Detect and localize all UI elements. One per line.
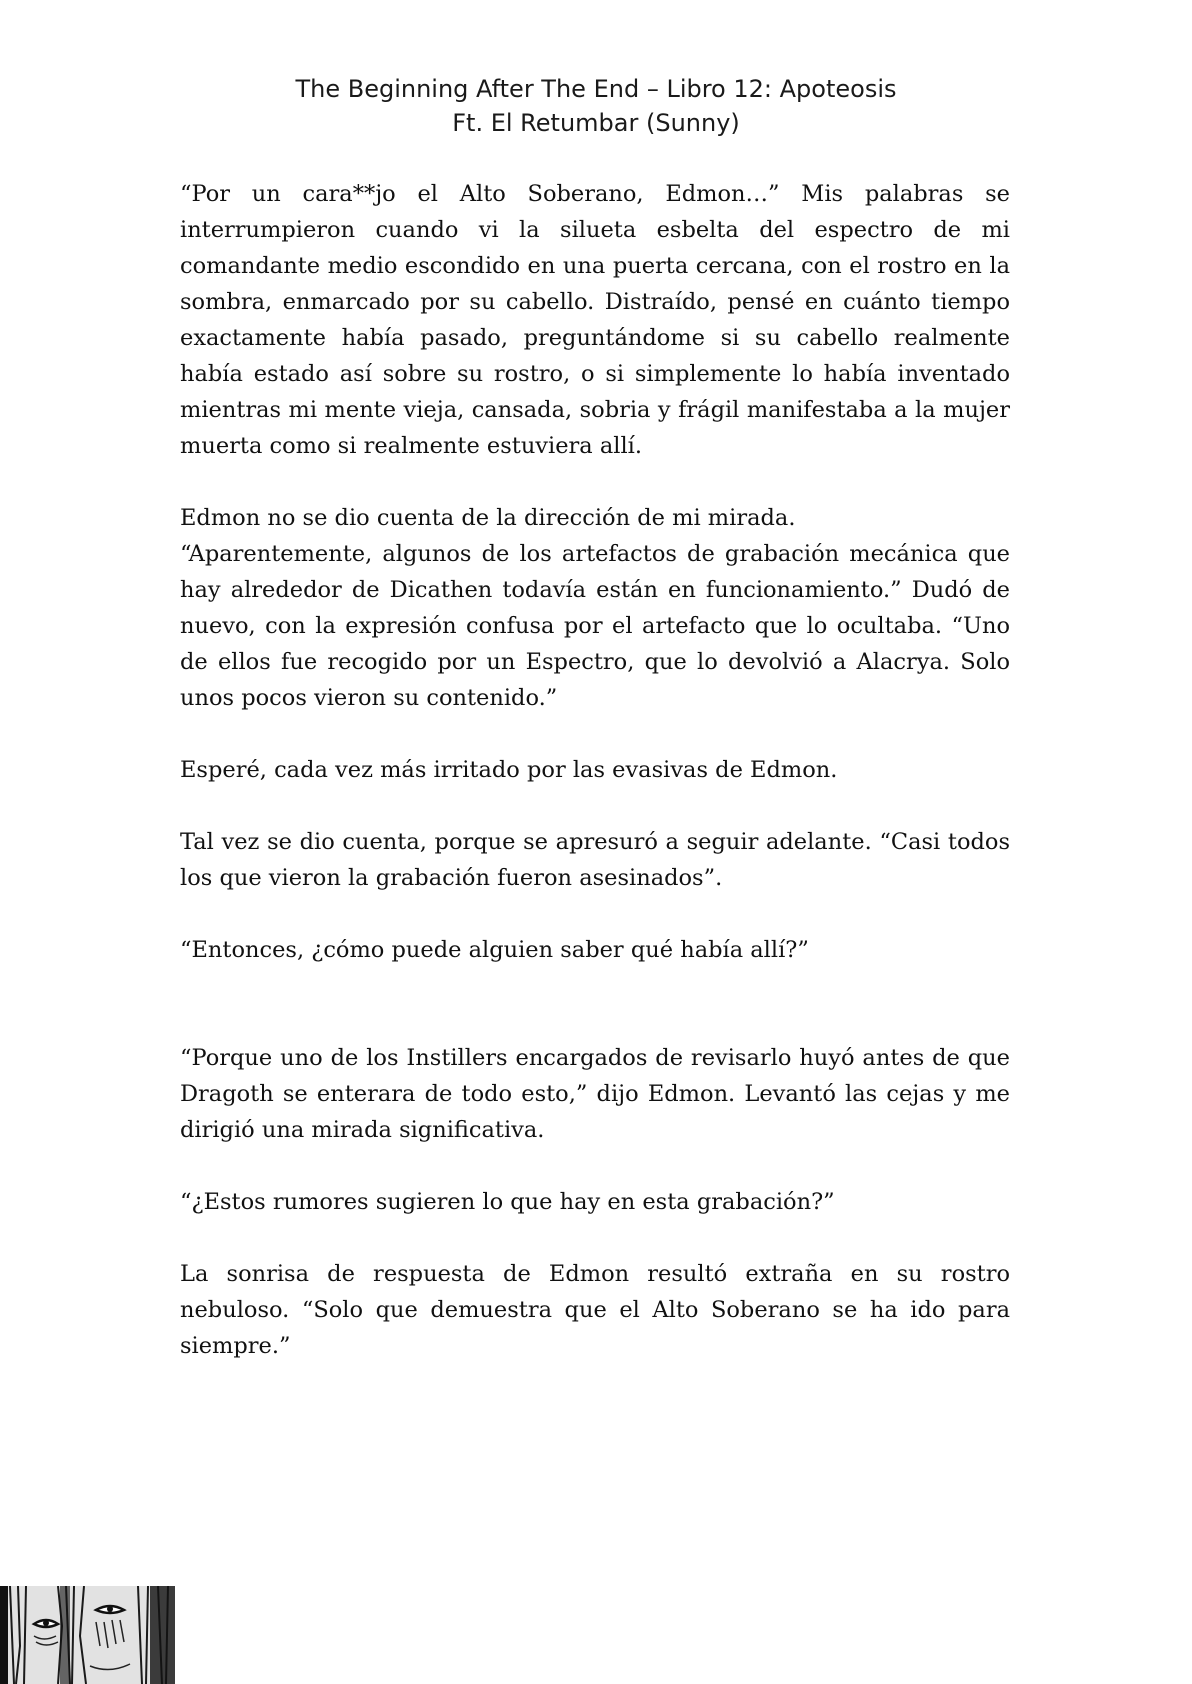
character-portrait-image	[0, 1586, 175, 1684]
paragraph: “Porque uno de los Instillers encargados de revisarlo huyó antes de que Dragoth se enterara de todo esto,” dijo Edmon. Levantó las cejas y me dirigió una mirada significativa.	[180, 1045, 1010, 1143]
paragraph: Tal vez se dio cuenta, porque se apresuró a seguir adelante. “Casi todos los que vieron la grabación fueron asesinados”.	[180, 829, 1010, 891]
paragraph: “Por un cara**jo el Alto Soberano, Edmon…” Mis palabras se interrumpieron cuando vi la silueta esbelta del espectro de mi comandante medio escondido en una puerta cercana, con el rostro en la sombra, enmarcado por su cabello. Distraído, pensé en cuánto tiempo exactamente había pasado, preguntándome si su cabello realmente había estado así sobre su rostro, o si simplemente lo había inventado mientras mi mente vieja, cansada, sobria y frágil manifestaba a la mujer muerta como si realmente estuviera allí.	[180, 181, 1010, 459]
chapter-body	[180, 176, 1010, 1400]
paragraph: Edmon no se dio cuenta de la dirección de mi mirada.	[180, 505, 796, 531]
paragraph: “¿Estos rumores sugieren lo que hay en esta grabación?”	[180, 1189, 835, 1215]
paragraph: “Aparentemente, algunos de los artefactos de grabación mecánica que hay alrededor de Dicathen todavía están en funcionamiento.” Dudó de nuevo, con la expresión confusa por el artefacto que lo ocultaba. “Uno de ellos fue recogido por un Espectro, que lo devolvió a Alacrya. Solo unos pocos vieron su contenido.”	[180, 541, 1010, 711]
page-header	[0, 72, 1192, 140]
paragraph: “Entonces, ¿cómo puede alguien saber qué había allí?”	[180, 937, 809, 963]
paragraph: La sonrisa de respuesta de Edmon resultó extraña en su rostro nebuloso. “Solo que demuestra que el Alto Soberano se ha ido para siempre.”	[180, 1261, 1010, 1359]
paragraph: Esperé, cada vez más irritado por las evasivas de Edmon.	[180, 757, 838, 783]
header-title: The Beginning After The End – Libro 12: Apoteosis	[295, 75, 897, 103]
header-credit: Ft. El Retumbar (Sunny)	[452, 109, 740, 137]
